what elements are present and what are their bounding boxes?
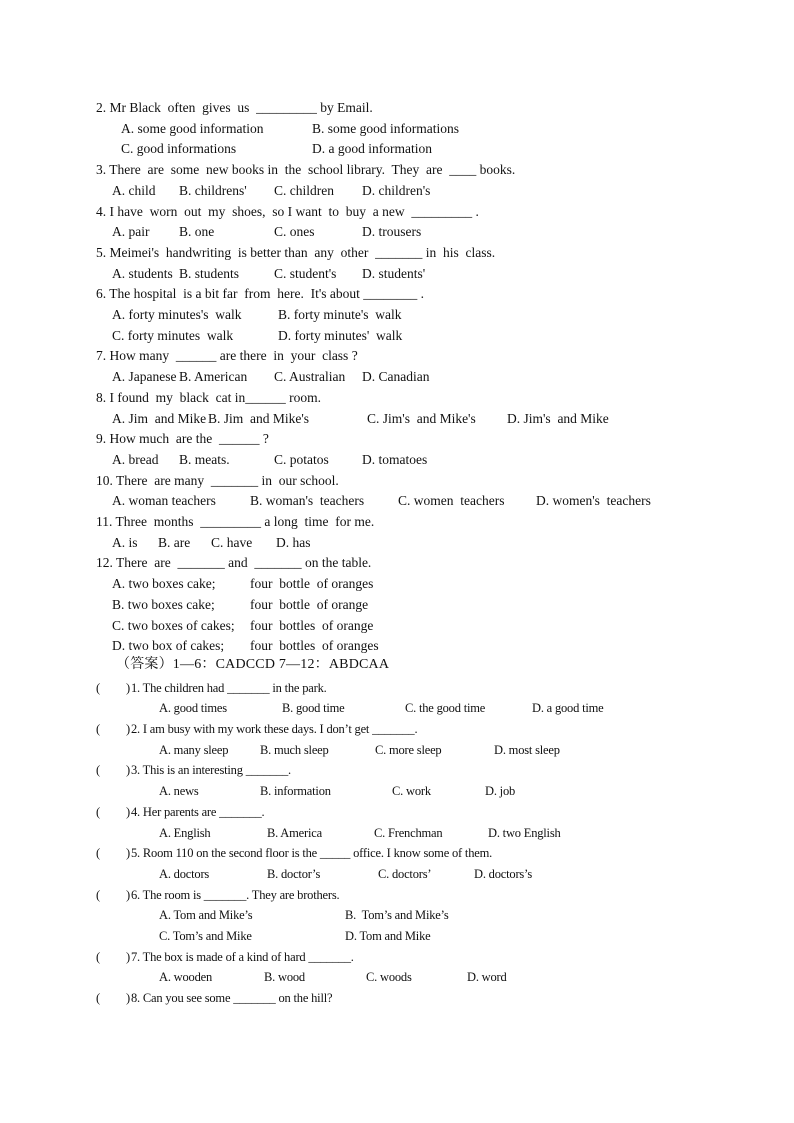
option-b: B. one (179, 224, 215, 240)
question-stem (96, 98, 774, 118)
question-text: 2. I am busy with my work these days. I don’t get _______. (131, 722, 418, 736)
option-c: C. have (211, 534, 253, 550)
option-row (96, 595, 774, 615)
question-text: 4. I have worn out my shoes, so I want to buy a new _________ . (96, 203, 479, 219)
option-d: D. Canadian (362, 369, 430, 385)
option-row (96, 926, 774, 946)
option-b: B. woman's teachers (250, 493, 365, 509)
option-row (96, 740, 774, 760)
option-a: A. woman teachers (112, 493, 216, 509)
option-a: A. doctors (159, 866, 210, 881)
answer-paren-close: ) (126, 804, 130, 819)
question-text: 8. I found my black cat in______ room. (96, 389, 321, 405)
question-stem (96, 843, 774, 863)
option-a: A. students (112, 265, 173, 281)
option-c: C. work (392, 784, 431, 799)
option-c: C. ones (274, 224, 315, 240)
option-row (96, 823, 774, 843)
answer-paren-open: ( (96, 722, 100, 736)
option-a-row2: C. Tom’s and Mike (159, 929, 252, 943)
option-row (96, 326, 774, 346)
option-b-row2: four bottle of orange (250, 596, 369, 612)
answer-paren-open: ( (96, 949, 100, 964)
question-stem (96, 243, 774, 263)
option-b: B. good time (282, 701, 345, 716)
option-c: C. children (274, 182, 334, 198)
option-row (96, 450, 774, 470)
question-text: 3. There are some new books in the school library. They are ____ books. (96, 162, 516, 178)
question-stem (96, 885, 774, 905)
answer-paren-open: ( (96, 991, 100, 1006)
option-row (96, 967, 774, 987)
option-row (96, 574, 774, 594)
option-b: B. Jim and Mike's (208, 410, 310, 426)
option-c: C. women teachers (398, 493, 505, 509)
question-stem (96, 678, 774, 698)
option-d: D. job (485, 784, 516, 799)
option-c: C. potatos (274, 451, 329, 467)
option-a: A. good times (159, 701, 227, 716)
question-stem (96, 988, 774, 1008)
option-b: B. Tom’s and Mike’s (345, 908, 449, 923)
answer-paren-close: ) (126, 763, 130, 778)
option-b: B. America (267, 825, 322, 840)
question-stem (96, 388, 774, 408)
option-b-row2: D. forty minutes' walk (278, 327, 403, 343)
question-text: 5. Meimei's handwriting is better than any other _______ in his class. (96, 244, 496, 260)
question-stem (96, 202, 774, 222)
option-row (96, 305, 774, 325)
option-c: C. Jim's and Mike's (367, 410, 476, 426)
question-stem (96, 553, 774, 573)
question-text: 6. The hospital is a bit far from here. It's about ________ . (96, 286, 424, 302)
option-row (96, 119, 774, 139)
question-text: 9. How much are the ______ ? (96, 431, 269, 447)
option-b-row3: four bottles of orange (250, 617, 374, 633)
answer-paren-open: ( (96, 680, 100, 695)
option-d: D. Jim's and Mike (507, 410, 609, 426)
question-text: 7. How many ______ are there in your class ? (96, 348, 358, 364)
option-d: D. doctors’s (474, 866, 533, 881)
option-a: A. wooden (159, 970, 213, 985)
option-b: B. information (260, 784, 331, 799)
option-row (96, 264, 774, 284)
option-b: B. wood (264, 970, 305, 985)
option-row (96, 636, 774, 656)
question-text: 3. This is an interesting _______. (131, 763, 291, 778)
question-stem (96, 160, 774, 180)
answer-paren-open: ( (96, 846, 100, 861)
option-d: D. trousers (362, 224, 422, 240)
option-a: A. Jim and Mike (112, 410, 207, 426)
question-text: 12. There are _______ and _______ on the table. (96, 555, 372, 571)
question-text: 2. Mr Black often gives us _________ by Email. (96, 100, 373, 115)
option-b: B. childrens' (179, 182, 247, 198)
option-c: C. more sleep (375, 742, 442, 757)
option-c: C. woods (366, 970, 412, 985)
question-text: 1. The children had _______ in the park. (131, 680, 327, 695)
answer-paren-close: ) (126, 722, 130, 736)
answer-paren-close: ) (126, 991, 130, 1006)
option-d: D. two English (488, 825, 561, 840)
option-b: B. some good informations (312, 120, 459, 136)
option-d: D. tomatoes (362, 451, 428, 467)
option-row (96, 491, 774, 511)
option-a: A. forty minutes's walk (112, 307, 242, 322)
option-b: B. forty minute's walk (278, 307, 402, 322)
option-b: B. doctor’s (267, 866, 321, 881)
option-b: four bottle of oranges (250, 576, 374, 592)
option-b: B. much sleep (260, 742, 329, 757)
option-d: D. students' (362, 265, 426, 281)
answer-paren-close: ) (126, 846, 130, 861)
question-stem (96, 760, 774, 780)
option-a: A. many sleep (159, 742, 229, 757)
option-b-row2: D. a good information (312, 141, 432, 157)
answer-paren-close: ) (126, 887, 130, 902)
option-row (96, 181, 774, 201)
answer-key-text: （答案）1—6：CADCCD 7—12：ABDCAA (116, 656, 390, 672)
option-row (96, 905, 774, 925)
option-row (96, 698, 774, 718)
option-a-row2: B. two boxes cake; (112, 596, 215, 612)
option-d: D. children's (362, 182, 431, 198)
option-a-row2: C. forty minutes walk (112, 327, 234, 343)
option-b: B. American (179, 369, 248, 385)
option-a: A. English (159, 825, 211, 840)
option-a: A. is (112, 534, 138, 550)
option-d: D. has (276, 534, 311, 550)
option-c: C. the good time (405, 701, 486, 716)
question-text: 11. Three months _________ a long time for me. (96, 514, 375, 529)
question-stem (96, 429, 774, 449)
option-a-row4: D. two box of cakes; (112, 638, 225, 654)
option-a: A. child (112, 182, 156, 198)
question-text: 8. Can you see some _______ on the hill? (131, 991, 333, 1006)
option-a: A. two boxes cake; (112, 576, 216, 592)
option-b: B. are (158, 534, 191, 550)
option-b-row2: D. Tom and Mike (345, 929, 431, 943)
question-stem (96, 284, 774, 304)
option-row (96, 367, 774, 387)
option-c: C. doctors’ (378, 866, 432, 881)
question-text: 10. There are many _______ in our school. (96, 472, 339, 488)
option-row (96, 409, 774, 429)
question-stem (96, 947, 774, 967)
option-d: D. word (467, 970, 507, 985)
option-row (96, 533, 774, 553)
option-d: D. a good time (532, 701, 604, 716)
option-a: A. some good information (121, 120, 264, 136)
answer-paren-close: ) (126, 949, 130, 964)
option-row (96, 222, 774, 242)
question-stem (96, 512, 774, 532)
answer-paren-open: ( (96, 763, 100, 778)
option-a: A. bread (112, 451, 159, 467)
option-row (96, 864, 774, 884)
question-text: 7. The box is made of a kind of hard _______. (131, 949, 354, 964)
option-row (96, 781, 774, 801)
option-d: D. women's teachers (536, 493, 651, 509)
option-a-row2: C. good informations (121, 141, 237, 157)
option-row (96, 139, 774, 159)
option-a: A. pair (112, 224, 150, 240)
option-a-row3: C. two boxes of cakes; (112, 617, 235, 633)
option-c: C. Frenchman (374, 825, 443, 840)
answer-paren-close: ) (126, 680, 130, 695)
question-stem (96, 346, 774, 366)
question-text: 6. The room is _______. They are brothers. (131, 887, 340, 902)
answer-key (96, 655, 774, 675)
option-a: A. news (159, 784, 199, 799)
option-c: C. student's (274, 265, 337, 281)
option-d: D. most sleep (494, 742, 560, 757)
option-c: C. Australian (274, 369, 346, 385)
question-stem (96, 719, 774, 739)
option-a: A. Japanese (112, 369, 177, 385)
option-row (96, 616, 774, 636)
option-b: B. students (179, 265, 240, 281)
question-text: 4. Her parents are _______. (131, 804, 265, 819)
answer-paren-open: ( (96, 887, 100, 902)
question-text: 5. Room 110 on the second floor is the _____ office. I know some of them. (131, 846, 493, 861)
question-stem (96, 471, 774, 491)
option-a: A. Tom and Mike’s (159, 908, 253, 923)
answer-paren-open: ( (96, 804, 100, 819)
option-b-row4: four bottles of oranges (250, 638, 379, 654)
option-b: B. meats. (179, 451, 230, 467)
question-stem (96, 802, 774, 822)
